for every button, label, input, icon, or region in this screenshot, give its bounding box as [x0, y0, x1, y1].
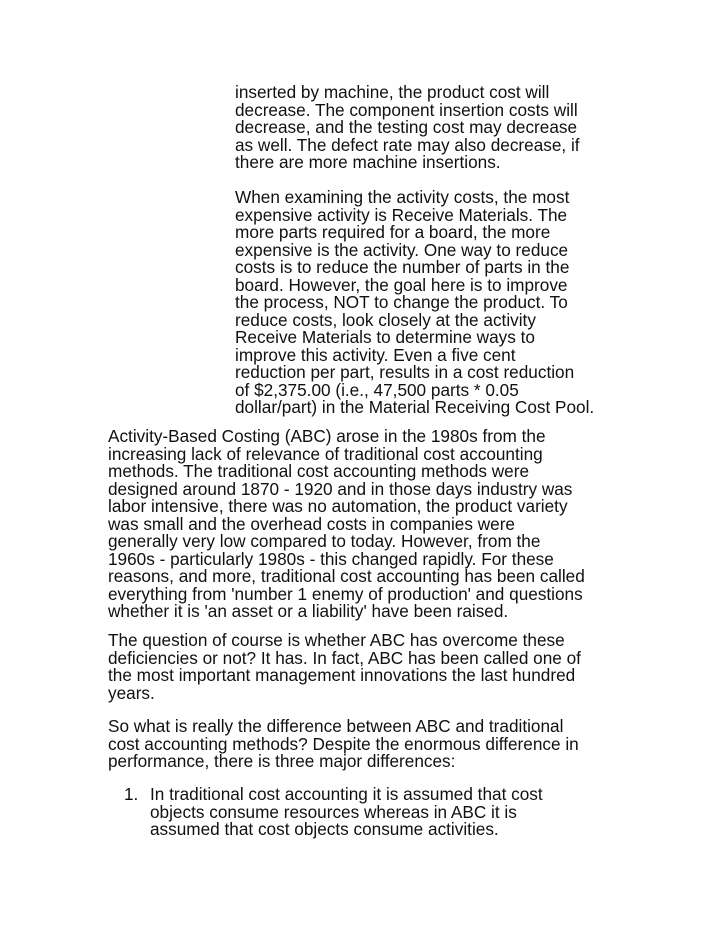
- text-line: Activity-Based Costing (ABC) arose in the 1980s from the: [108, 426, 546, 446]
- text-line: In traditional cost accounting it is assumed that cost: [150, 784, 543, 804]
- text-line: expensive activity is Receive Materials. The: [235, 204, 568, 225]
- indented-paragraph-2: [235, 189, 655, 417]
- text-line: reduction per part, results in a cost reduction: [235, 362, 575, 382]
- text-line: of $2,375.00 (i.e., 47,500 parts * 0.05: [235, 379, 519, 400]
- text-line: there are more machine insertions.: [235, 152, 501, 172]
- text-line: labor intensive, there was no automation, the product variety: [108, 496, 568, 516]
- text-line: 1960s - particularly 1980s - this changed rapidly. For these: [108, 548, 554, 569]
- body-paragraph-2: [108, 632, 628, 702]
- text-line: costs is to reduce the number of parts in the: [235, 257, 570, 277]
- text-line: was small and the overhead costs in companies were: [108, 513, 515, 534]
- text-line: designed around 1870 - 1920 and in those days industry was: [108, 478, 573, 499]
- text-line: generally very low compared to today. However, from the: [108, 531, 541, 551]
- text-line: improve this activity. Even a five cent: [235, 344, 516, 365]
- text-line: the process, NOT to change the product. To: [235, 292, 568, 312]
- text-line: board. However, the goal here is to improve: [235, 274, 568, 295]
- text-line: assumed that cost objects consume activities.: [150, 819, 499, 839]
- text-line: as well. The defect rate may also decrease, if: [235, 134, 580, 155]
- text-line: expensive is the activity. One way to reduce: [235, 239, 569, 260]
- text-line: increasing lack of relevance of traditional cost accounting: [108, 443, 543, 464]
- text-line: decrease, and the testing cost may decrease: [235, 117, 578, 137]
- text-line: The question of course is whether ABC has overcome these: [108, 630, 565, 650]
- text-line: deficiencies or not? It has. In fact, ABC has been called one of: [108, 647, 581, 668]
- text-line: Receive Materials to determine ways to: [235, 327, 535, 347]
- body-paragraph-3: [108, 718, 628, 771]
- text-line: inserted by machine, the product cost will: [235, 82, 550, 102]
- text-line: decrease. The component insertion costs will: [235, 99, 578, 120]
- text-line: reduce costs, look closely at the activity: [235, 309, 536, 330]
- text-line: When examining the activity costs, the most: [235, 187, 570, 207]
- text-line: years.: [108, 682, 155, 703]
- text-line: more parts required for a board, the more: [235, 222, 551, 242]
- text-line: everything from 'number 1 enemy of production' and questions: [108, 583, 583, 604]
- list-item: [124, 786, 604, 839]
- list-item-number: 1.: [124, 784, 139, 804]
- text-line: cost accounting methods? Despite the enormous difference in: [108, 733, 579, 754]
- text-line: So what is really the difference between ABC and traditional: [108, 716, 564, 736]
- numbered-list: [124, 786, 604, 839]
- text-line: whether it is 'an asset or a liability' have been raised.: [108, 601, 509, 621]
- text-line: performance, there is three major differences:: [108, 751, 456, 771]
- indented-paragraph-1: [235, 84, 655, 172]
- text-line: dollar/part) in the Material Receiving Cost Pool.: [235, 397, 595, 417]
- text-line: methods. The traditional cost accounting methods were: [108, 461, 530, 481]
- text-line: reasons, and more, traditional cost accounting has been called: [108, 566, 585, 586]
- text-line: objects consume resources whereas in ABC it is: [150, 801, 517, 822]
- body-paragraph-1: [108, 428, 628, 621]
- text-line: the most important management innovations the last hundred: [108, 665, 576, 685]
